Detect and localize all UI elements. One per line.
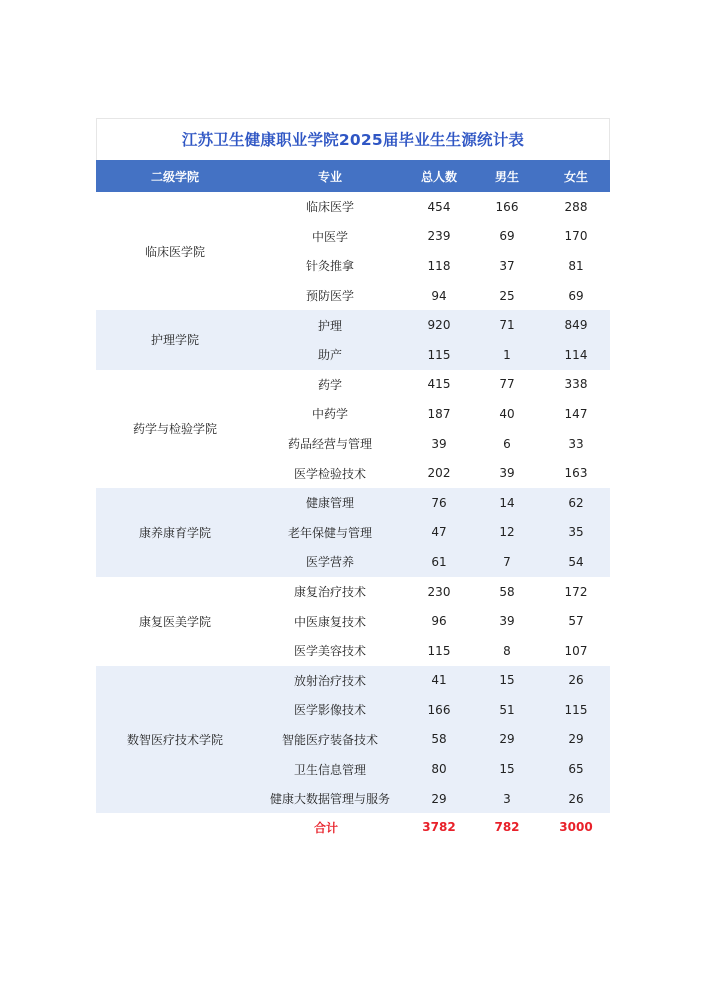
male-cell: 51 [472, 695, 542, 725]
major-cell: 药学 [254, 370, 406, 400]
header-total: 总人数 [406, 160, 472, 192]
college-cell: 数智医疗技术学院 [96, 666, 254, 814]
major-cell: 健康大数据管理与服务 [254, 784, 406, 814]
major-cell: 医学美容技术 [254, 636, 406, 666]
total-cell: 80 [406, 754, 472, 784]
major-cell: 健康管理 [254, 488, 406, 518]
total-cell: 41 [406, 666, 472, 696]
total-cell: 47 [406, 518, 472, 548]
major-cell: 药品经营与管理 [254, 429, 406, 459]
total-cell: 118 [406, 251, 472, 281]
header-major: 专业 [254, 160, 406, 192]
total-cell: 76 [406, 488, 472, 518]
male-cell: 77 [472, 370, 542, 400]
total-male: 782 [472, 813, 542, 841]
male-cell: 37 [472, 251, 542, 281]
female-cell: 849 [542, 310, 610, 340]
major-cell: 医学营养 [254, 547, 406, 577]
total-cell: 58 [406, 725, 472, 755]
college-cell: 临床医学院 [96, 192, 254, 310]
male-cell: 15 [472, 666, 542, 696]
male-cell: 14 [472, 488, 542, 518]
female-cell: 35 [542, 518, 610, 548]
total-cell: 415 [406, 370, 472, 400]
male-cell: 39 [472, 606, 542, 636]
male-cell: 25 [472, 281, 542, 311]
total-cell: 61 [406, 547, 472, 577]
total-female: 3000 [542, 813, 610, 841]
stats-table [96, 160, 610, 841]
female-cell: 33 [542, 429, 610, 459]
table-row [96, 192, 610, 222]
female-cell: 57 [542, 606, 610, 636]
major-cell: 中药学 [254, 399, 406, 429]
female-cell: 170 [542, 222, 610, 252]
major-cell: 助产 [254, 340, 406, 370]
female-cell: 26 [542, 784, 610, 814]
college-cell: 药学与检验学院 [96, 370, 254, 488]
male-cell: 8 [472, 636, 542, 666]
male-cell: 1 [472, 340, 542, 370]
total-row [96, 813, 610, 841]
total-cell: 115 [406, 340, 472, 370]
total-cell: 166 [406, 695, 472, 725]
female-cell: 81 [542, 251, 610, 281]
header-row [96, 160, 610, 192]
major-cell: 护理 [254, 310, 406, 340]
male-cell: 3 [472, 784, 542, 814]
female-cell: 26 [542, 666, 610, 696]
total-cell: 239 [406, 222, 472, 252]
table-row [96, 488, 610, 518]
major-cell: 放射治疗技术 [254, 666, 406, 696]
female-cell: 107 [542, 636, 610, 666]
major-cell: 医学检验技术 [254, 458, 406, 488]
total-cell: 202 [406, 458, 472, 488]
male-cell: 15 [472, 754, 542, 784]
male-cell: 40 [472, 399, 542, 429]
female-cell: 163 [542, 458, 610, 488]
college-cell: 康复医美学院 [96, 577, 254, 666]
male-cell: 58 [472, 577, 542, 607]
table-body [96, 192, 610, 813]
male-cell: 29 [472, 725, 542, 755]
female-cell: 147 [542, 399, 610, 429]
male-cell: 7 [472, 547, 542, 577]
male-cell: 71 [472, 310, 542, 340]
table-row [96, 577, 610, 607]
total-label: 合计 [96, 813, 406, 841]
header-college: 二级学院 [96, 160, 254, 192]
table-row [96, 370, 610, 400]
female-cell: 65 [542, 754, 610, 784]
male-cell: 12 [472, 518, 542, 548]
total-cell: 94 [406, 281, 472, 311]
major-cell: 医学影像技术 [254, 695, 406, 725]
table-row [96, 666, 610, 696]
header-female: 女生 [542, 160, 610, 192]
college-cell: 康养康育学院 [96, 488, 254, 577]
major-cell: 卫生信息管理 [254, 754, 406, 784]
header-male: 男生 [472, 160, 542, 192]
major-cell: 中医学 [254, 222, 406, 252]
total-cell: 454 [406, 192, 472, 222]
female-cell: 69 [542, 281, 610, 311]
female-cell: 62 [542, 488, 610, 518]
male-cell: 166 [472, 192, 542, 222]
stats-sheet [96, 118, 610, 841]
male-cell: 39 [472, 458, 542, 488]
major-cell: 临床医学 [254, 192, 406, 222]
total-cell: 96 [406, 606, 472, 636]
female-cell: 172 [542, 577, 610, 607]
table-row [96, 310, 610, 340]
major-cell: 预防医学 [254, 281, 406, 311]
total-cell: 920 [406, 310, 472, 340]
female-cell: 29 [542, 725, 610, 755]
male-cell: 69 [472, 222, 542, 252]
male-cell: 6 [472, 429, 542, 459]
sheet-title: 江苏卫生健康职业学院2025届毕业生生源统计表 [96, 118, 610, 160]
total-cell: 29 [406, 784, 472, 814]
female-cell: 288 [542, 192, 610, 222]
college-cell: 护理学院 [96, 310, 254, 369]
major-cell: 康复治疗技术 [254, 577, 406, 607]
female-cell: 115 [542, 695, 610, 725]
total-cell: 115 [406, 636, 472, 666]
major-cell: 中医康复技术 [254, 606, 406, 636]
female-cell: 338 [542, 370, 610, 400]
total-count: 3782 [406, 813, 472, 841]
major-cell: 针灸推拿 [254, 251, 406, 281]
major-cell: 智能医疗装备技术 [254, 725, 406, 755]
total-cell: 39 [406, 429, 472, 459]
major-cell: 老年保健与管理 [254, 518, 406, 548]
female-cell: 114 [542, 340, 610, 370]
total-cell: 230 [406, 577, 472, 607]
female-cell: 54 [542, 547, 610, 577]
total-cell: 187 [406, 399, 472, 429]
